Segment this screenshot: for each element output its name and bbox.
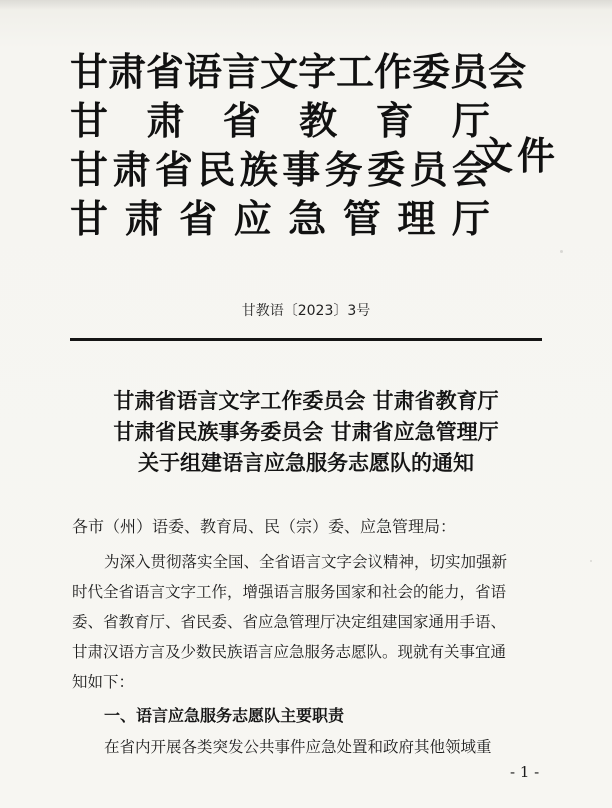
issuer-char: 甘 (70, 148, 109, 192)
salutation: 各市（州）语委、教育局、民（宗）委、应急管理局： (72, 517, 457, 536)
issuer-char: 理 (397, 197, 436, 241)
issuer-char: 省 (179, 197, 218, 241)
paragraph-line: 委、省教育厅、省民委、省应急管理厅决定组建国家通用手语、 (72, 613, 507, 631)
scan-shadow (0, 0, 612, 10)
title-line: 关于组建语言应急服务志愿队的通知 (138, 451, 474, 475)
section-heading: 一、语言应急服务志愿队主要职责 (104, 706, 345, 725)
issuer-char: 肃 (108, 50, 147, 94)
issuer-char: 作 (374, 50, 413, 94)
issuer-char: 工 (336, 50, 375, 94)
title-line: 甘肃省语言文字工作委员会 甘肃省教育厅 (113, 389, 499, 413)
document-type-label: 文件 (475, 134, 560, 178)
paragraph-line: 时代全省语言文字工作，增强语言服务国家和社会的能力，省语 (72, 583, 507, 601)
paragraph-line: 知如下： (72, 673, 135, 691)
issuer-char: 会 (488, 50, 527, 94)
issuer-char: 委 (367, 148, 406, 192)
issuer-4 (70, 191, 490, 240)
issuer-char: 肃 (112, 148, 151, 192)
issuer-char: 育 (375, 99, 414, 143)
issuer-char: 委 (412, 50, 451, 94)
issuer-char: 应 (233, 197, 272, 241)
title-line: 甘肃省民族事务委员会 甘肃省应急管理厅 (113, 420, 499, 444)
issuer-char: 事 (282, 148, 321, 192)
issuer-char: 肃 (146, 99, 185, 143)
issuer-char: 省 (146, 50, 185, 94)
issuer-1 (70, 44, 527, 94)
issuer-char: 员 (450, 50, 489, 94)
paragraph-line: 为深入贯彻落实全国、全省语言文字会议精神，切实加强新 (104, 553, 508, 571)
issuer-char: 厅 (451, 197, 490, 241)
issuer-2 (70, 93, 490, 142)
paragraph-line: 甘肃汉语方言及少数民族语言应急服务志愿队。现就有关事宜通 (72, 643, 507, 661)
issuer-char: 文 (260, 50, 299, 94)
issuer-char: 管 (342, 197, 381, 241)
issuer-char: 肃 (124, 197, 163, 241)
issuer-char: 省 (222, 99, 261, 143)
header-divider (70, 338, 542, 341)
scan-speck (590, 560, 592, 562)
issuer-char: 语 (184, 50, 223, 94)
issuer-char: 族 (239, 148, 278, 192)
issuer-char: 言 (222, 50, 261, 94)
issuer-3 (70, 142, 490, 191)
scan-speck (560, 250, 563, 253)
issuer-char: 厅 (451, 99, 490, 143)
issuer-char: 员 (409, 148, 448, 192)
body-paragraph (72, 547, 542, 697)
issuer-char: 甘 (70, 197, 109, 241)
issuer-char: 省 (154, 148, 193, 192)
page-number: - 1 - (510, 763, 540, 781)
issuer-char: 甘 (70, 99, 109, 143)
issuer-char: 急 (288, 197, 327, 241)
issuer-char: 会 (451, 148, 490, 192)
paragraph-line: 在省内开展各类突发公共事件应急处置和政府其他领域重 (104, 738, 492, 756)
issuer-char: 民 (197, 148, 236, 192)
issuer-char: 教 (299, 99, 338, 143)
notice-title (0, 386, 612, 479)
issuer-char: 务 (324, 148, 363, 192)
document-number: 甘教语〔2023〕3号 (241, 303, 371, 319)
issuer-char: 字 (298, 50, 337, 94)
issuer-char: 甘 (70, 50, 109, 94)
